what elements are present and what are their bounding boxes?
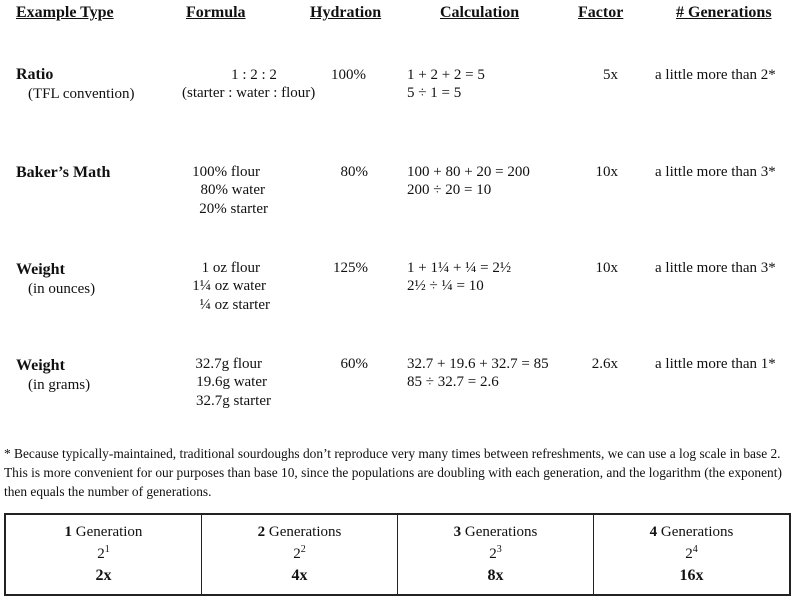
generation-cell (202, 515, 398, 594)
generation-cell (6, 515, 202, 594)
row-hydration: 60% (340, 356, 368, 372)
row-factor: 10x (595, 260, 618, 276)
row-formula-line: 19.6g water (196, 374, 267, 390)
header-hydration: Hydration (310, 4, 382, 21)
generation-cell (398, 515, 594, 594)
row-hydration: 125% (333, 260, 368, 276)
power-base: 2 (97, 546, 105, 562)
generation-label: Generation (75, 524, 143, 540)
header-calculation: Calculation (440, 4, 520, 21)
row-calc-line: 200 ÷ 20 = 10 (407, 182, 492, 198)
generation-label: Generations (464, 524, 538, 540)
row-formula-line: (starter : water : flour) (182, 85, 316, 101)
power-exponent: 2 (300, 544, 306, 555)
row-calc-line: 5 ÷ 1 = 5 (407, 85, 462, 101)
row-formula-line: 1 : 2 : 2 (231, 67, 277, 83)
row-type: Baker’s Math (16, 164, 111, 181)
row-factor: 5x (603, 67, 618, 83)
power-exponent: 1 (104, 544, 110, 555)
header-example-type: Example Type (16, 4, 114, 21)
row-calc-line: 32.7 + 19.6 + 32.7 = 85 (407, 356, 549, 372)
row-formula-line: ¼ oz starter (199, 297, 270, 313)
row-calc-line: 1 + 2 + 2 = 5 (407, 67, 485, 83)
power-base: 2 (293, 546, 301, 562)
row-calc-line: 1 + 1¼ + ¼ = 2½ (407, 260, 512, 276)
generations-table (4, 513, 791, 596)
generation-factor: 4x (291, 567, 308, 584)
row-type: Ratio (16, 66, 54, 83)
row-formula-line: 1 oz flour (201, 260, 260, 276)
row-calc-line: 2½ ÷ ¼ = 10 (407, 278, 484, 294)
row-factor: 10x (595, 164, 618, 180)
row-generations: a little more than 3* (655, 164, 776, 180)
generation-number: 1 (64, 524, 73, 540)
row-calc-line: 100 + 80 + 20 = 200 (407, 164, 530, 180)
power-exponent: 4 (692, 544, 698, 555)
generation-label: Generations (268, 524, 342, 540)
row-type-sub: (in ounces) (28, 281, 96, 297)
row-type-sub: (in grams) (28, 377, 91, 393)
generation-factor: 2x (95, 567, 112, 584)
header-factor: Factor (578, 4, 624, 21)
row-generations: a little more than 1* (655, 356, 776, 372)
power-base: 2 (489, 546, 497, 562)
generation-factor: 8x (487, 567, 504, 584)
generation-number: 4 (649, 524, 658, 540)
power-base: 2 (685, 546, 693, 562)
row-formula-line: 100% flour (192, 164, 260, 180)
row-formula-line: 20% starter (199, 201, 268, 217)
generation-cell (594, 515, 789, 594)
row-formula-line: 80% water (200, 182, 265, 198)
row-type: Weight (16, 357, 65, 374)
generation-label: Generations (660, 524, 734, 540)
row-hydration: 100% (331, 67, 366, 83)
row-type-sub: (TFL convention) (28, 86, 135, 102)
row-formula-line: 32.7g starter (196, 393, 271, 409)
row-formula-line: 1¼ oz water (192, 278, 266, 294)
row-type: Weight (16, 261, 65, 278)
generation-number: 2 (257, 524, 266, 540)
row-hydration: 80% (340, 164, 368, 180)
row-formula-line: 32.7g flour (195, 356, 262, 372)
power-exponent: 3 (496, 544, 502, 555)
row-generations: a little more than 3* (655, 260, 776, 276)
footnote: * Because typically-maintained, traditional sourdoughs don’t reproduce very many times between refreshments, we can use a log scale in base 2. This is more convenient for our purposes than base 10, since the populations are doubling with each generation, and the logarithm (the exponent) then equals the number of generations. (4, 446, 782, 499)
row-calc-line: 85 ÷ 32.7 = 2.6 (407, 374, 499, 390)
header-generations: # Generations (676, 4, 772, 21)
generation-number: 3 (453, 524, 462, 540)
generation-factor: 16x (679, 567, 704, 584)
row-generations: a little more than 2* (655, 67, 776, 83)
row-factor: 2.6x (591, 356, 618, 372)
header-formula: Formula (186, 4, 246, 21)
